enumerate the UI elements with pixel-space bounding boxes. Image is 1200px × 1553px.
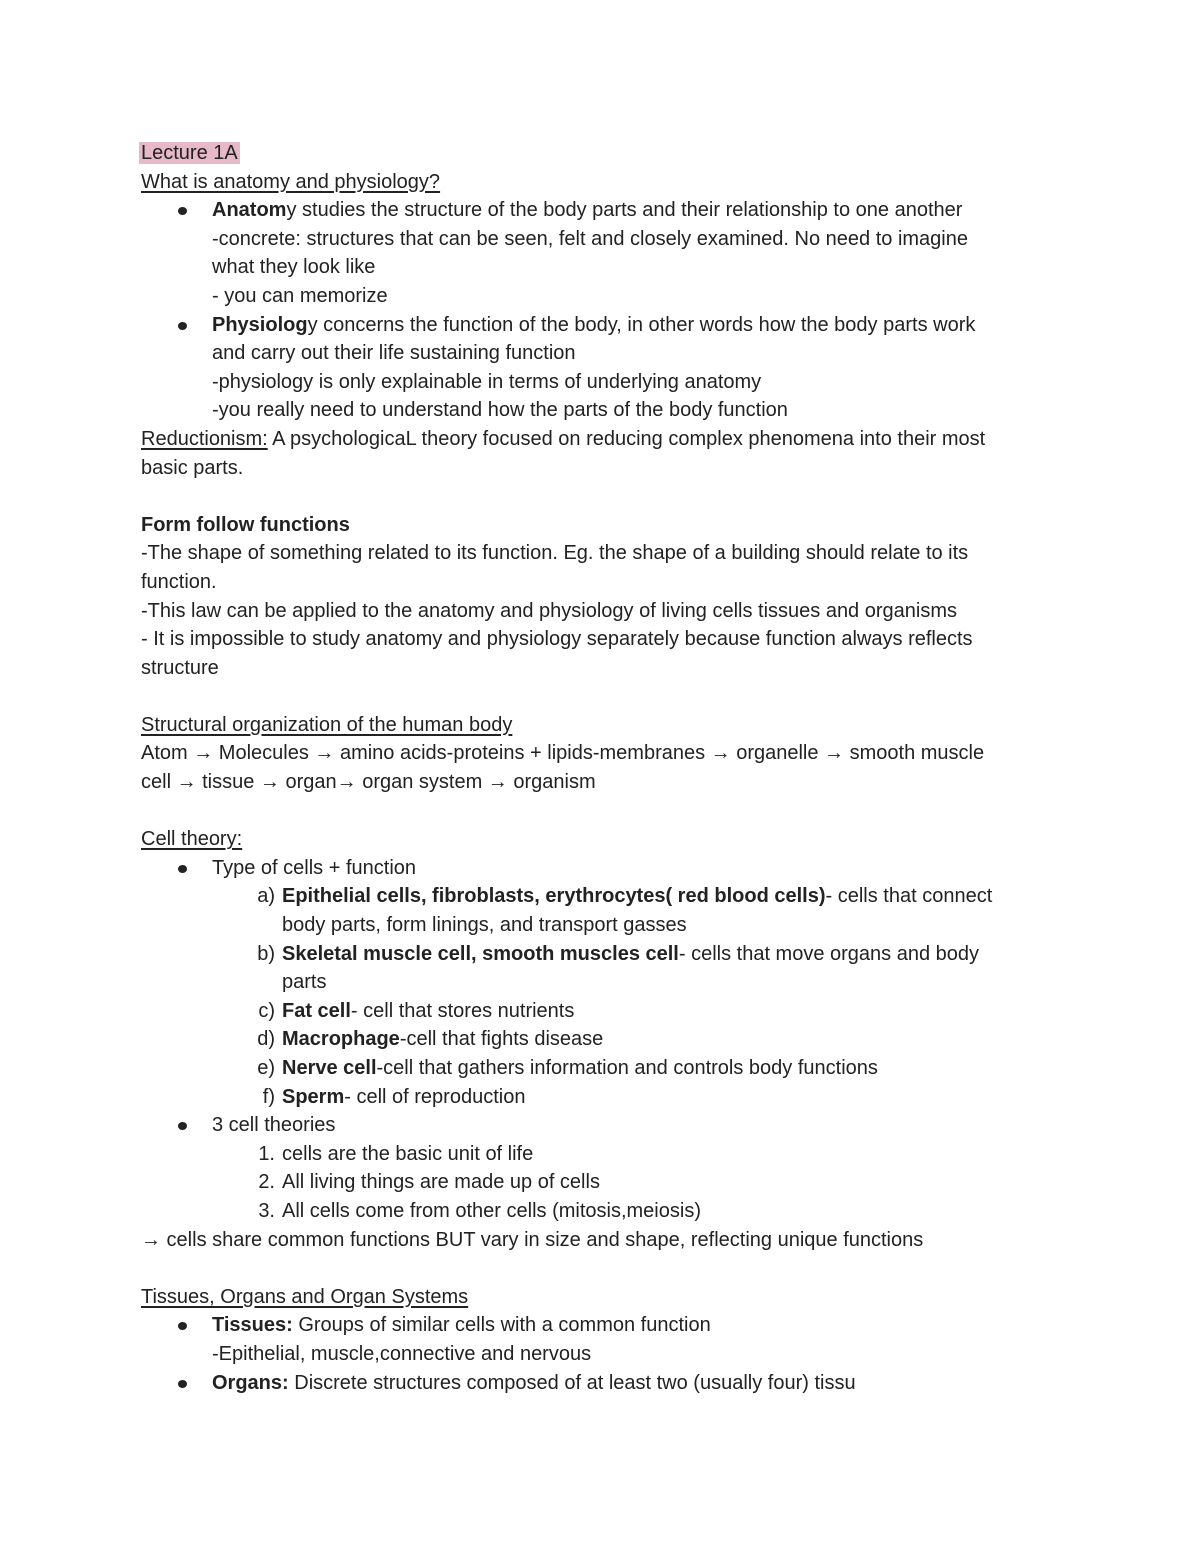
cell-theory-heading: Cell theory: [141,828,243,851]
bullet-icon [178,322,187,330]
form-line: - It is impossible to study anatomy and physiology separately because function always reflects [141,628,973,651]
cell-type-item: c) Fat cell- cell that stores nutrients [258,999,575,1022]
cell-theory-conclusion: → cells share common functions BUT vary in size and shape, reflecting unique functions [141,1228,924,1251]
structural-line: cell → tissue → organ→ organ system → organism [141,771,596,794]
cell-type-item: e) Nerve cell-cell that gathers information and controls body functions [257,1057,878,1079]
anatomy-line: what they look like [212,256,376,279]
cell-theory-item: 2. All living things are made up of cells [258,1171,600,1194]
form-line: structure [141,656,219,679]
lecture-title: Lecture 1A [141,142,238,164]
what-heading: What is anatomy and physiology? [141,170,441,193]
cell-theory-item: 3. All cells come from other cells (mitosis,meiosis) [258,1199,701,1222]
form-heading: Form follow functions [141,513,350,536]
cell-type-item: f) Sperm- cell of reproduction [262,1085,526,1108]
bullet-icon [178,1380,187,1388]
physiology-line: and carry out their life sustaining function [212,342,576,365]
reductionism-line-2: basic parts. [141,456,244,479]
cell-theories-bullet: 3 cell theories [141,1111,1071,1140]
cell-type-cont: parts [282,971,327,994]
bullet-icon [178,865,187,873]
document-content [141,139,1071,1397]
form-line: -This law can be applied to the anatomy and physiology of living cells tissues and organisms [141,599,957,622]
bullet-icon [178,207,187,215]
form-line: function. [141,570,217,593]
reductionism-label: Reductionism: [141,427,268,450]
structural-line: Atom → Molecules → amino acids-proteins + lipids-membranes → organelle → smooth muscle [141,742,985,765]
cell-type-item: d) Macrophage-cell that fights disease [257,1028,604,1051]
physiology-bullet: Physiology concerns the function of the body, in other words how the body parts work [141,311,1071,340]
cell-type-item: b) Skeletal muscle cell, smooth muscles cell- cells that move organs and body [257,942,980,965]
tissues-bullet: Tissues: Groups of similar cells with a common function [141,1311,1071,1340]
tissues-line: -Epithelial, muscle,connective and nervous [212,1342,592,1365]
organs-bullet: Organs: Discrete structures composed of at least two (usually four) tissu [141,1369,1071,1398]
physiology-line: -you really need to understand how the parts of the body function [212,399,788,422]
anatomy-line: -concrete: structures that can be seen, felt and closely examined. No need to imagine [212,227,968,250]
cell-type-item: a) Epithelial cells, fibroblasts, erythrocytes( red blood cells)- cells that connect [257,885,993,908]
cell-types-bullet: Type of cells + function [141,854,1071,883]
physiology-line: -physiology is only explainable in terms of underlying anatomy [212,370,762,393]
cell-theory-item: 1. cells are the basic unit of life [258,1142,534,1165]
bullet-icon [178,1122,187,1130]
anatomy-bullet: Anatomy studies the structure of the body parts and their relationship to one another [141,196,1071,225]
tissues-heading: Tissues, Organs and Organ Systems [141,1285,469,1308]
structural-heading: Structural organization of the human body [141,713,513,736]
anatomy-line: - you can memorize [212,284,388,307]
cell-type-cont: body parts, form linings, and transport gasses [282,914,687,937]
reductionism-line: Reductionism: A psychologicaL theory focused on reducing complex phenomena into their most [141,427,986,450]
form-line: -The shape of something related to its function. Eg. the shape of a building should relate to its [141,542,969,565]
bullet-icon [178,1322,187,1330]
